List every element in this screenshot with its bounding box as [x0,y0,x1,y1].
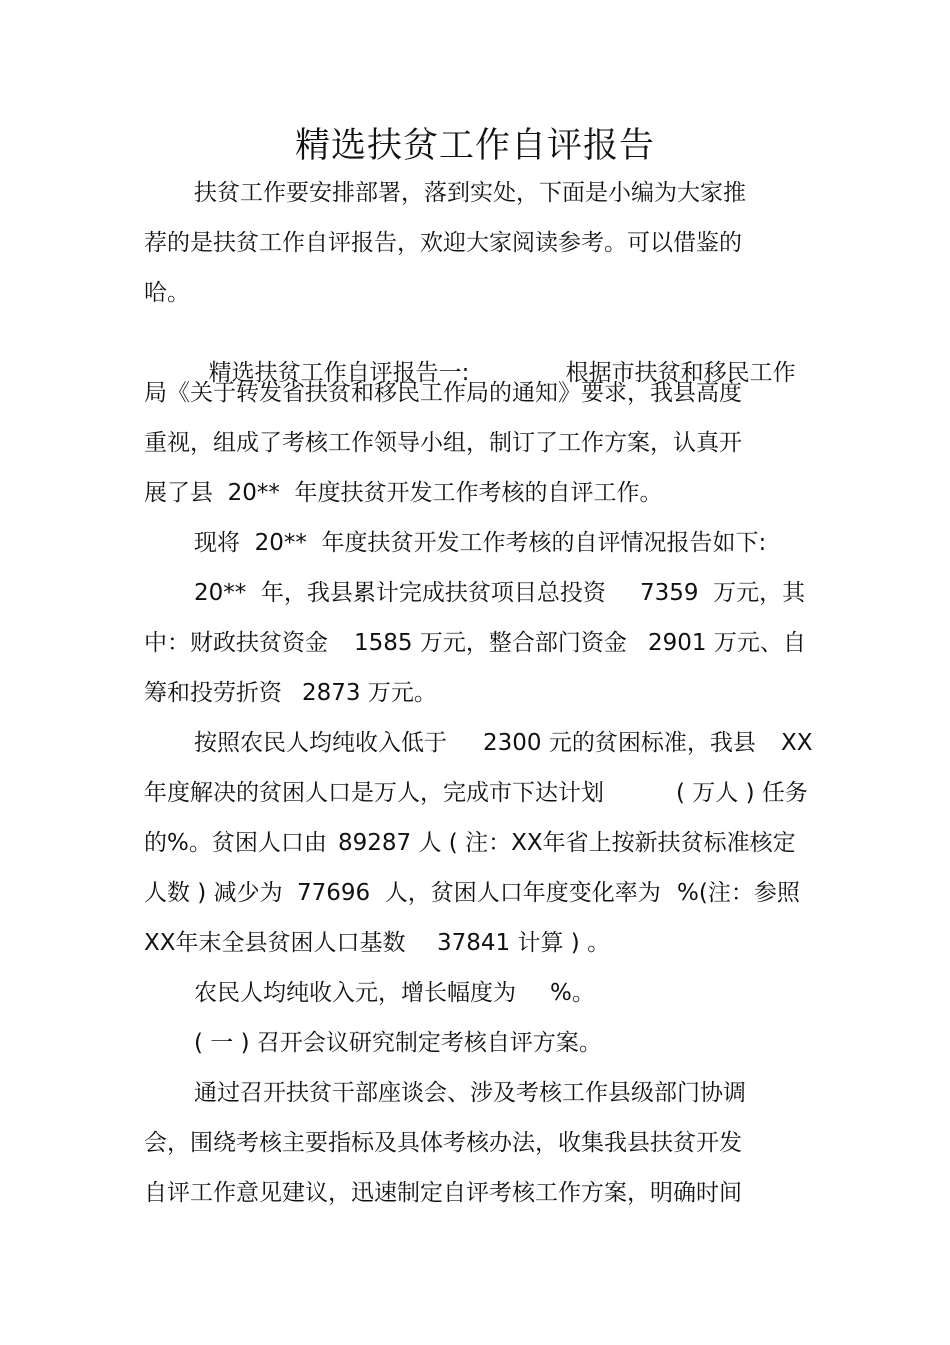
section-heading: ( 一 ) 召开会议研究制定考核自评方案。 [194,1030,602,1056]
paragraph-line: 哈。 [144,280,190,306]
paragraph-line: 展了县 20** 年度扶贫开发工作考核的自评工作。 [144,480,663,506]
text-run: 2901 万元、自 [648,630,806,656]
paragraph-line: 自评工作意见建议，迅速制定自评考核工作方案，明确时间 [144,1180,742,1206]
paragraph-line: 通过召开扶贫干部座谈会、涉及考核工作县级部门协调 [194,1080,746,1106]
text-run: 7359 万元，其 [640,580,806,606]
paragraph-line: 荐的是扶贫工作自评报告，欢迎大家阅读参考。可以借鉴的 [144,230,742,256]
text-run: 2873 万元。 [302,680,437,706]
text-run: 筹和投劳折资 [144,680,282,706]
text-run: 77696 人，贫困人口年度变化率为 [297,880,661,906]
paragraph-line: 局《关于转发省扶贫和移民工作局的通知》要求，我县高度 [144,380,742,406]
text-run: 根据市扶贫和移民工作 [565,360,796,386]
text-run: 的%。贫困人口由 [144,830,327,856]
section-heading: 精选扶贫工作自评报告一: [208,360,470,386]
text-run: %。 [550,980,595,1006]
text-run: 1585 万元，整合部门资金 [354,630,627,656]
text-run: XX年末全县贫困人口基数 [144,930,406,956]
paragraph-line: 重视，组成了考核工作领导小组，制订了工作方案，认真开 [144,430,742,456]
paragraph-line [551,328,796,386]
text-run: XX [781,730,813,756]
text-run: 中：财政扶贫资金 [144,630,328,656]
text-run: 2300 元的贫困标准，我县 [483,730,756,756]
paragraph-line: 现将 20** 年度扶贫开发工作考核的自评情况报告如下: [194,530,767,556]
text-run: 20** 年，我县累计完成扶贫项目总投资 [194,580,606,606]
document-title: 精选扶贫工作自评报告 [294,126,655,166]
paragraph-line: 扶贫工作要安排部署，落到实处，下面是小编为大家推 [194,180,746,206]
text-run: ( 万人 ) 任务 [676,780,808,806]
paragraph-line: 会，围绕考核主要指标及具体考核办法，收集我县扶贫开发 [144,1130,742,1156]
paragraph-line [194,328,470,386]
text-run: 人数 ) 减少为 [144,880,283,906]
text-run: 37841 计算 ) 。 [437,930,611,956]
text-run: 按照农民人均纯收入低于 [194,730,447,756]
text-run: 农民人均纯收入元，增长幅度为 [194,980,516,1006]
text-run: 89287 人 ( 注：XX年省上按新扶贫标准核定 [338,830,796,856]
text-run: %(注：参照 [677,880,800,906]
text-run: 年度解决的贫困人口是万人，完成市下达计划 [144,780,604,806]
